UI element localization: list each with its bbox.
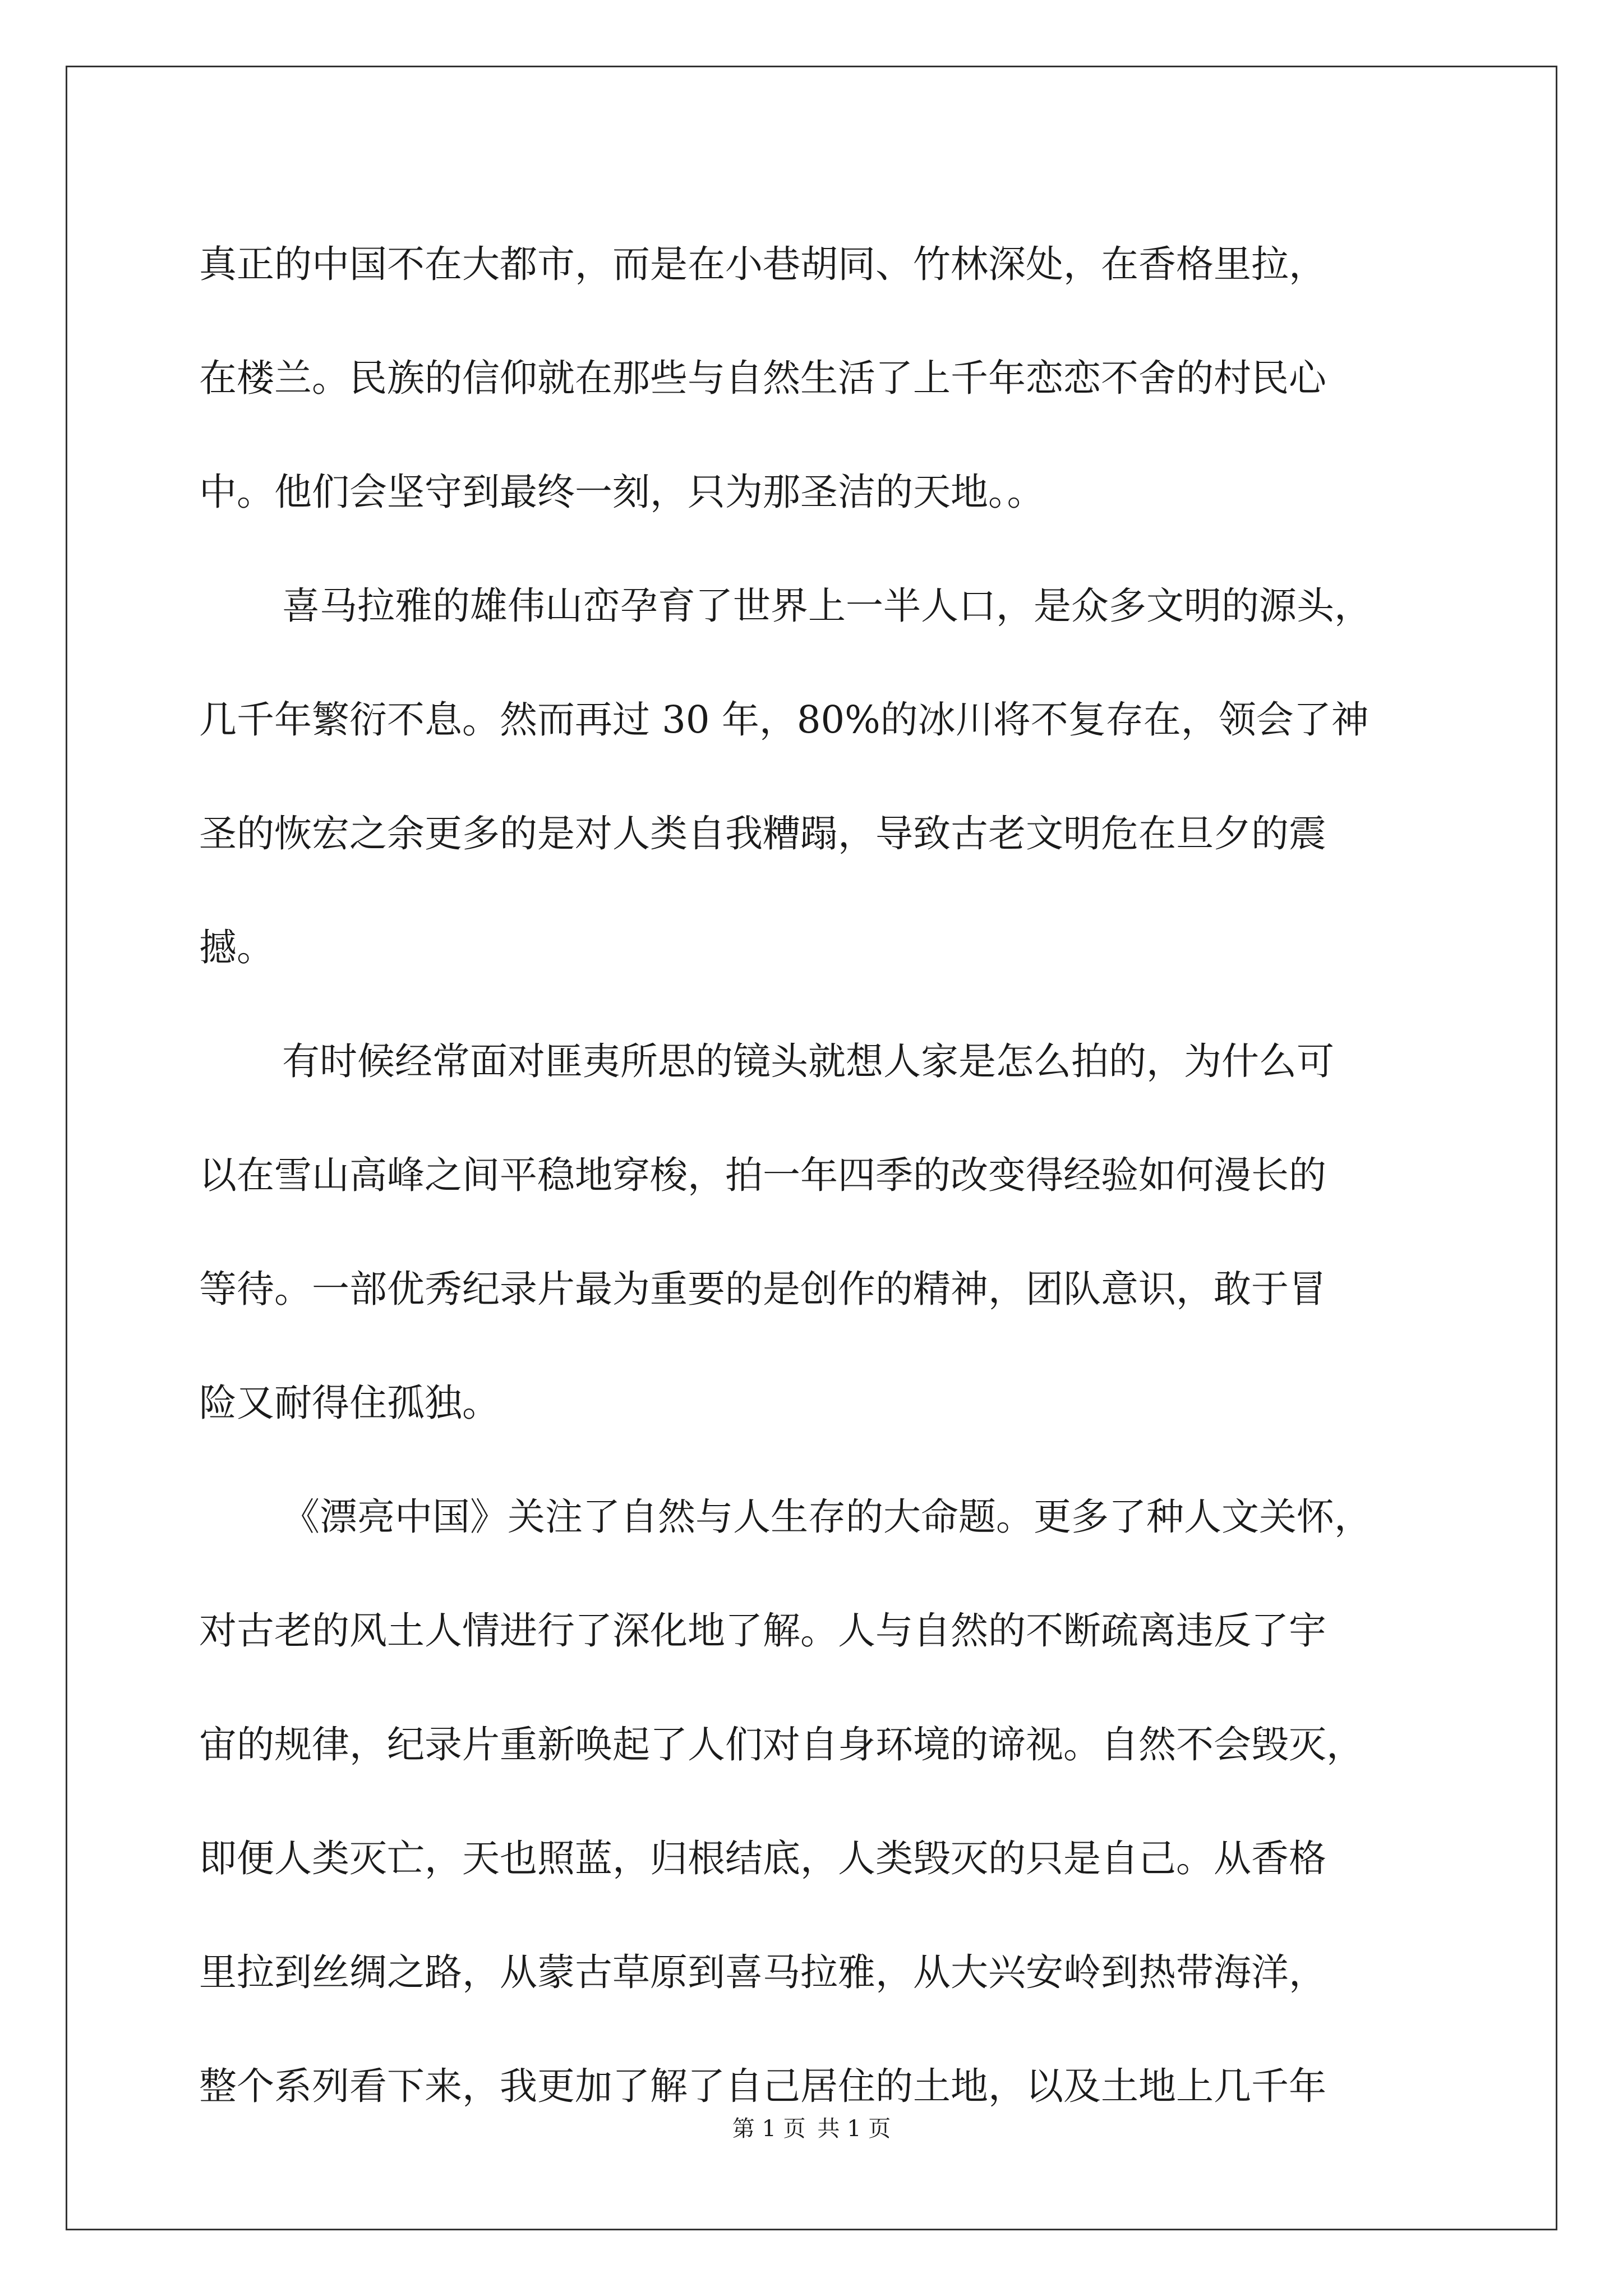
paragraph-4-line-3: 宙的规律，纪录片重新唤起了人们对自身环境的谛视。自然不会毁灭， [199, 1723, 1364, 1766]
document-body [199, 208, 1438, 2143]
page-total: 共 1 页 [817, 2116, 891, 2142]
page-number: 第 1 页 [732, 2116, 806, 2142]
paragraph-3-line-2: 以在雪山高峰之间平稳地穿梭，拍一年四季的改变得经验如何漫长的 [199, 1153, 1326, 1197]
paragraph-2-line-1: 喜马拉雅的雄伟山峦孕育了世界上一半人口，是众多文明的源头， [282, 584, 1372, 628]
paragraph-4-line-1: 《漂亮中国》关注了自然与人生存的大命题。更多了种人文关怀， [282, 1495, 1372, 1539]
paragraph-4-line-4: 即便人类灭亡，天也照蓝，归根结底，人类毁灭的只是自己。从香格 [199, 1837, 1326, 1880]
paragraph-1-line-1: 真正的中国不在大都市，而是在小巷胡同、竹林深处，在香格里拉， [199, 242, 1326, 286]
paragraph-4-line-2: 对古老的风土人情进行了深化地了解。人与自然的不断疏离违反了宇 [199, 1609, 1326, 1653]
paragraph-1-line-3: 中。他们会坚守到最终一刻，只为那圣洁的天地。。 [199, 470, 1045, 514]
paragraph-2-line-2: 几千年繁衍不息。然而再过 30 年，80%的冰川将不复存在，领会了神 [199, 698, 1369, 742]
paragraph-3-line-1: 有时候经常面对匪夷所思的镜头就想人家是怎么拍的，为什么可 [282, 1039, 1334, 1083]
paragraph-4-line-5: 里拉到丝绸之路，从蒙古草原到喜马拉雅，从大兴安岭到热带海洋， [199, 1950, 1326, 1994]
page-footer [0, 2112, 1623, 2146]
paragraph-1-line-2: 在楼兰。民族的信仰就在那些与自然生活了上千年恋恋不舍的村民心 [199, 356, 1326, 400]
paragraph-3-line-4: 险又耐得住孤独。 [199, 1381, 500, 1425]
paragraph-3-line-3: 等待。一部优秀纪录片最为重要的是创作的精神，团队意识，敢于冒 [199, 1267, 1326, 1311]
paragraph-2-line-4: 撼。 [199, 926, 274, 969]
paragraph-4-line-6: 整个系列看下来，我更加了解了自己居住的土地，以及土地上几千年 [199, 2064, 1326, 2108]
paragraph-2-line-3: 圣的恢宏之余更多的是对人类自我糟蹋，导致古老文明危在旦夕的震 [199, 812, 1326, 855]
